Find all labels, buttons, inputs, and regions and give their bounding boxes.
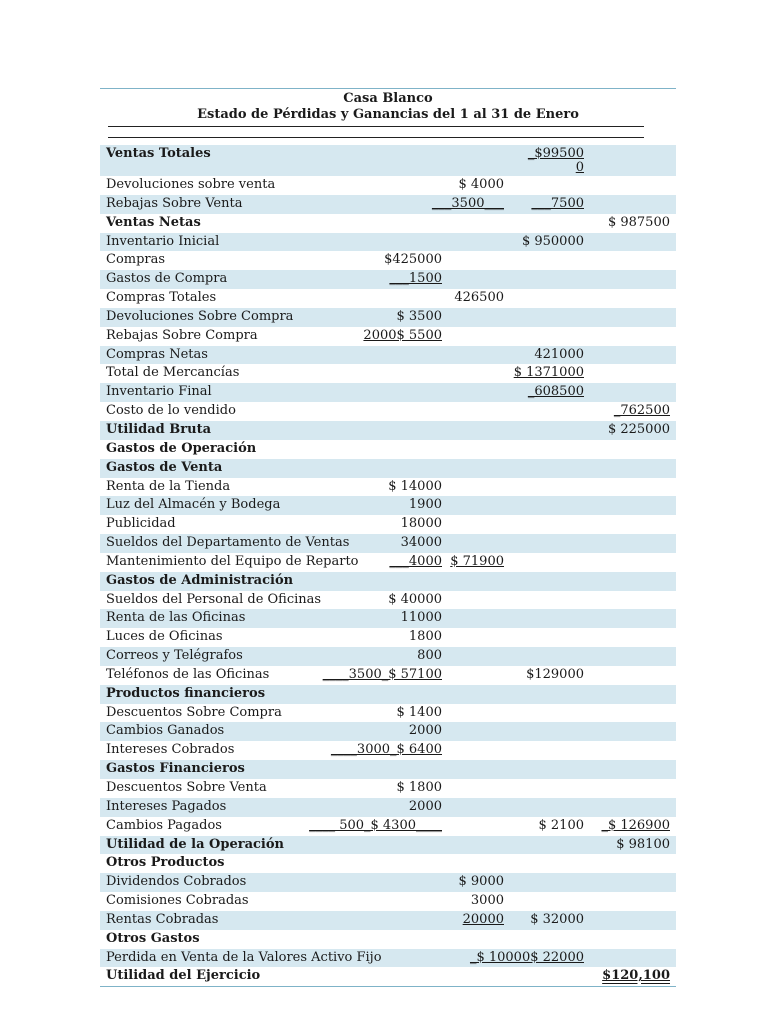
amount-c2: $ 4000 [458,177,504,192]
statement-row [100,270,676,289]
amount-c1: ____3000_$ 6400 [330,742,442,758]
row-label: Publicidad [106,516,176,532]
statement-row [100,402,676,421]
amount-c3: ___7500 [531,195,584,211]
amount-c2: 426500 [454,290,504,306]
statement-title: Estado de Pérdidas y Ganancias del 1 al 31 de Enero [197,107,579,122]
amount-c4: _762500 [613,403,670,419]
statement-row [100,854,676,873]
amount-c3: $ 2100 [538,817,584,833]
row-label: Devoluciones Sobre Compra [106,308,294,324]
row-label: Sueldos del Personal de Oficinas [106,591,322,607]
row-label: Dividendos Cobrados [106,874,247,890]
statement-row [100,214,676,233]
statement-row [100,666,676,685]
statement-row [100,496,676,515]
bottom-border [100,986,676,987]
amount-c1: 18000 [400,516,442,532]
row-label: Gastos de Administración [106,572,294,588]
statement-row [100,534,676,553]
amount-c1: 1800 [408,629,442,645]
statement-row [100,609,676,628]
row-label: Luces de Oficinas [106,629,223,645]
statement-row [100,836,676,855]
amount-c1: 800 [417,648,442,664]
statement-row [100,967,676,986]
row-label: Cambios Pagados [106,817,222,833]
income-statement [100,88,676,987]
row-label: Sueldos del Departamento de Ventas [106,535,350,551]
company-name: Casa Blanco [343,91,433,106]
statement-rows [100,145,676,986]
row-label: Renta de las Oficinas [106,610,246,626]
amount-c4: $120,100 [602,968,670,984]
row-label: Gastos de Operación [106,440,257,456]
row-label: Comisiones Cobradas [106,893,249,909]
statement-row [100,817,676,836]
row-label: Gastos de Venta [106,459,223,475]
row-label: Rebajas Sobre Compra [106,327,258,343]
amount-c1: ____3500_$ 57100 [322,666,442,682]
row-label: Rebajas Sobre Venta [106,195,243,211]
statement-row [100,760,676,779]
amount-c1: $ 1800 [396,780,442,795]
amount-c3: $ 950000 [521,233,584,249]
title-underlines [108,126,644,138]
amount-c1: 2000$ 5500 [363,327,442,343]
statement-row [100,741,676,760]
row-label: Gastos Financieros [106,761,245,777]
amount-c1: $ 40000 [388,591,442,607]
statement-row [100,591,676,610]
amount-c2: ___3500___ [431,195,504,211]
statement-row [100,233,676,252]
statement-row [100,949,676,968]
statement-row [100,685,676,704]
row-label: Utilidad del Ejercicio [106,968,261,984]
amount-c1: $425000 [384,252,442,268]
row-label: Ventas Totales [106,146,211,161]
title-rule-1 [108,126,644,127]
amount-c1: $ 3500 [396,308,442,324]
statement-row [100,647,676,666]
statement-row [100,572,676,591]
amount-c4: $ 98100 [616,836,670,852]
statement-row [100,251,676,270]
row-label: Productos financieros [106,685,266,701]
row-label: Otros Productos [106,855,225,871]
row-label: Total de Mercancías [106,365,240,381]
row-label: Descuentos Sobre Compra [106,704,282,720]
amount-c3: 421000 [534,346,584,362]
row-label: Correos y Telégrafos [106,648,243,664]
row-label: Utilidad Bruta [106,421,212,437]
statement-row [100,459,676,478]
statement-row [100,176,676,195]
amount-c4: $ 987500 [607,214,670,230]
amount-c4: _$ 126900 [601,817,670,833]
amount-c3: $ 1371000 [513,365,584,381]
statement-row [100,779,676,798]
statement-row [100,289,676,308]
row-label: Descuentos Sobre Venta [106,780,267,795]
amount-c1: ___1500 [389,271,442,287]
statement-row [100,308,676,327]
statement-row [100,346,676,365]
statement-row [100,383,676,402]
statement-row [100,798,676,817]
amount-c1: 2000 [408,723,442,739]
row-label: Inventario Inicial [106,233,220,249]
statement-row [100,892,676,911]
statement-row [100,704,676,723]
amount-c1: ___4000 [389,553,442,569]
top-border [100,88,676,89]
row-label: Renta de la Tienda [106,478,231,494]
title-rule-2 [108,137,644,138]
statement-row [100,145,676,176]
row-label: Luz del Almacén y Bodega [106,497,281,513]
amount-c3: $129000 [526,666,584,682]
row-label: Ventas Netas [106,214,201,230]
amount-c2: $ 9000 [458,874,504,890]
amount-c2: 20000 [462,911,504,927]
statement-row [100,930,676,949]
amount-c3: _$99500 0 [527,146,584,175]
row-label: Mantenimiento del Equipo de Reparto [106,553,359,569]
amount-c1: $ 1400 [396,704,442,720]
statement-row [100,421,676,440]
row-label: Intereses Pagados [106,798,227,814]
row-label: Costo de lo vendido [106,403,236,419]
row-label: Compras [106,252,166,268]
statement-row [100,478,676,497]
statement-row [100,873,676,892]
amount-c1: $ 14000 [388,478,442,494]
statement-row [100,553,676,572]
statement-row [100,911,676,930]
row-label: Rentas Cobradas [106,911,219,927]
row-label: Otros Gastos [106,930,200,946]
statement-row [100,440,676,459]
amount-c1: 2000 [408,798,442,814]
amount-c3: $ 32000 [530,911,584,927]
statement-row [100,195,676,214]
statement-row [100,364,676,383]
amount-c3: _$ 10000$ 22000 [469,949,584,965]
row-label: Inventario Final [106,384,212,400]
amount-c1: 11000 [400,610,442,626]
amount-c2: $ 71900 [450,553,504,569]
row-label: Intereses Cobrados [106,742,235,758]
amount-c2: 3000 [470,893,504,909]
statement-row [100,327,676,346]
amount-c1: 1900 [408,497,442,513]
row-label: Compras Netas [106,346,208,362]
row-label: Compras Totales [106,290,217,306]
row-label: Utilidad de la Operación [106,836,284,852]
row-label: Perdida en Venta de la Valores Activo Fijo [106,949,382,965]
row-label: Devoluciones sobre venta [106,177,276,192]
amount-c1: ____ 500_$ 4300____ [309,817,442,833]
amount-c1: 34000 [400,535,442,551]
amount-c3: _608500 [527,384,584,400]
row-label: Teléfonos de las Oficinas [106,666,270,682]
statement-row [100,722,676,741]
row-label: Cambios Ganados [106,723,225,739]
amount-c4: $ 225000 [607,421,670,437]
row-label: Gastos de Compra [106,271,228,287]
statement-row [100,515,676,534]
statement-row [100,628,676,647]
